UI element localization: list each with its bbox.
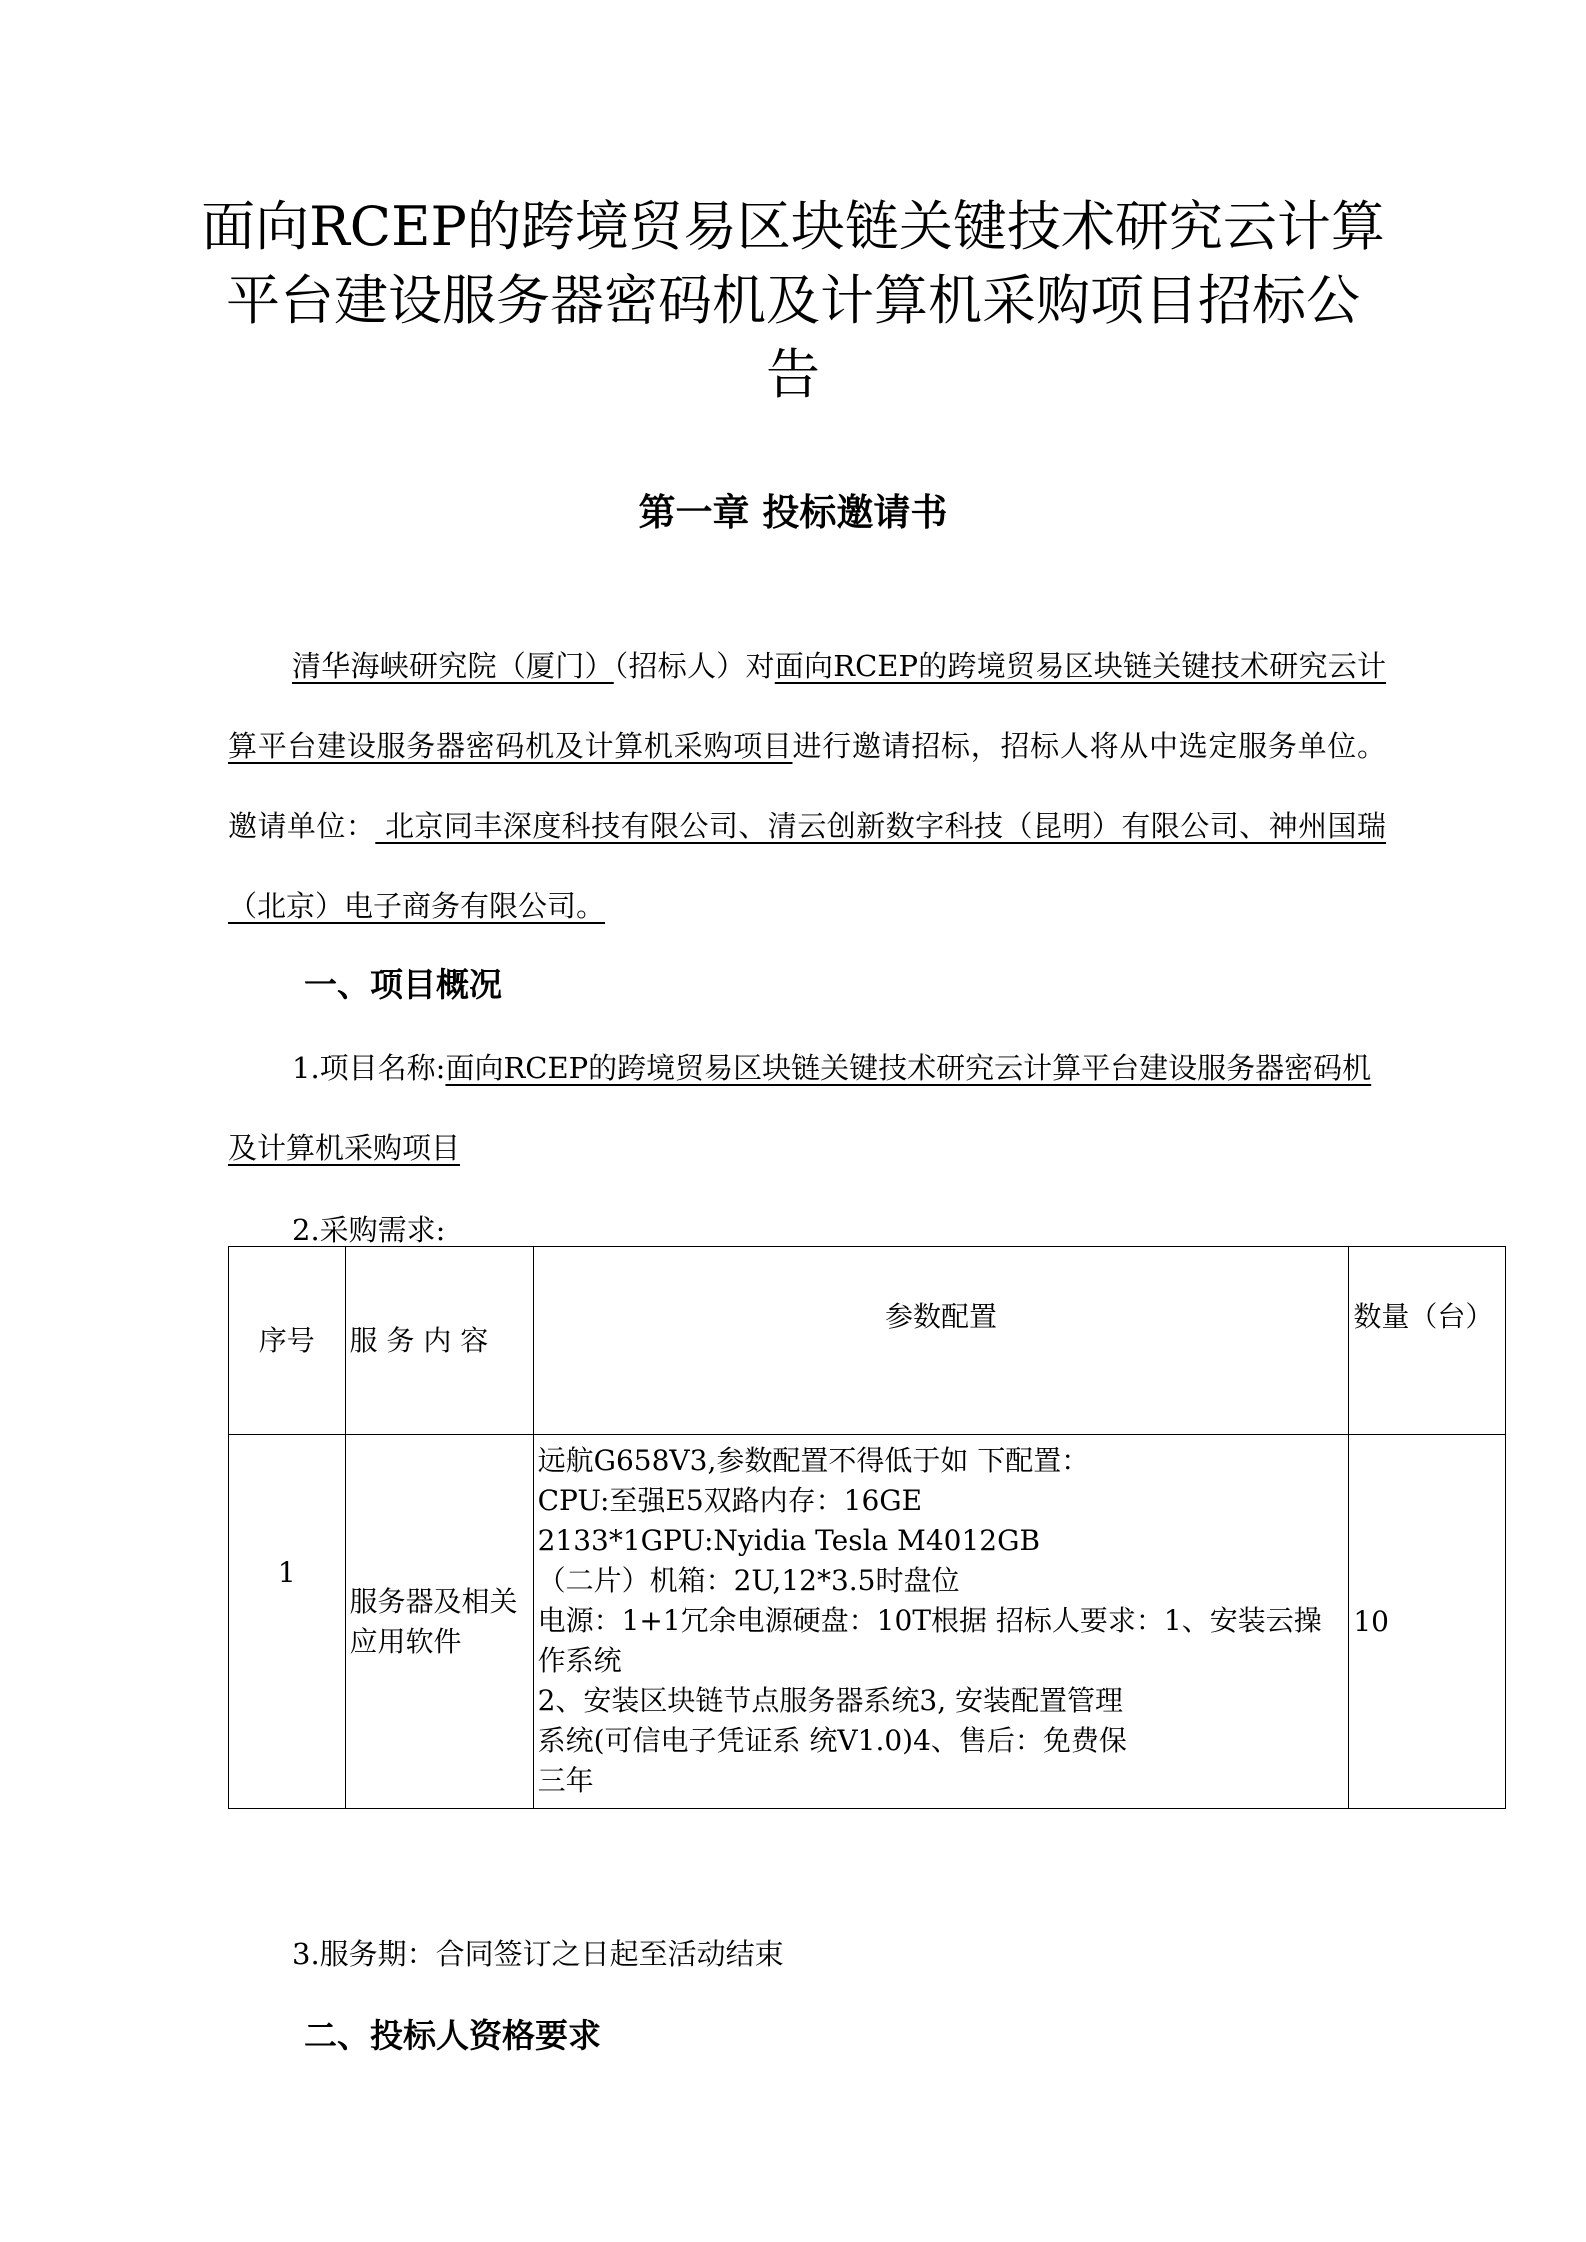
- chapter-heading: 第一章 投标邀请书: [638, 490, 948, 534]
- config-line: 2133*1GPU:Nyidia Tesla M4012GB: [537, 1524, 1041, 1557]
- header-qty: 数量（台）: [1349, 1247, 1506, 1435]
- project-reference: 面向RCEP的跨境贸易区块链关键技术研究云计算平台建设服务器密码机及计算机采购项目: [228, 649, 1386, 763]
- document-title: 面向RCEP的跨境贸易区块链关键技术研究云计算平台建设服务器密码机及计算机采购项目招标公告: [201, 195, 1385, 406]
- intro-paragraph: [228, 626, 1386, 946]
- service-period-label: 3.服务期：: [292, 1937, 436, 1971]
- config-line: 2、安装区块链节点服务器系统3, 安装配置管理: [537, 1684, 1124, 1717]
- service-period-value: 合同签订之日起至活动结束: [435, 1937, 784, 1971]
- row-config: [533, 1435, 1349, 1809]
- row-qty: 10: [1349, 1435, 1506, 1809]
- header-service: 服 务 内 容: [345, 1247, 533, 1435]
- project-name-value: 面向RCEP的跨境贸易区块链关键技术研究云计算平台建设服务器密码机及计算机采购项目: [228, 1051, 1372, 1165]
- config-line: 远航G658V3,参数配置不得低于如 下配置：: [537, 1444, 1090, 1477]
- row-service: 服务器及相关应用软件: [345, 1435, 533, 1809]
- table-row: [229, 1435, 1506, 1809]
- header-seq: 序号: [229, 1247, 346, 1435]
- service-period-item: [292, 1914, 784, 1994]
- invited-units: 北京同丰深度科技有限公司、清云创新数字科技（昆明）有限公司、神州国瑞（北京）电子商务有限公司。: [228, 809, 1386, 923]
- config-line: 系统(可信电子凭证系 统V1.0)4、售后：免费保: [537, 1724, 1127, 1757]
- config-line: 三年: [537, 1764, 594, 1797]
- section-heading-overview: 一、项目概况: [304, 965, 502, 1004]
- config-line: CPU:至强E5双路内存：16GE: [537, 1484, 923, 1517]
- project-name-label: 1.项目名称:: [292, 1051, 446, 1085]
- config-line: 电源：1+1冗余电源硬盘：10T根据 招标人要求：1、安装云操作系统: [537, 1604, 1322, 1677]
- tenderer-role: （招标人）对: [613, 649, 775, 683]
- row-seq: 1: [229, 1435, 346, 1809]
- table-header-row: [229, 1247, 1506, 1435]
- requirements-table: [228, 1246, 1506, 1809]
- procurement-needs-label: 2.采购需求:: [292, 1213, 446, 1247]
- section-heading-qualification: 二、投标人资格要求: [304, 2016, 601, 2055]
- tenderer-name: 清华海峡研究院（厦门）: [292, 649, 614, 683]
- config-line: （二片）机箱：2U,12*3.5时盘位: [537, 1564, 960, 1597]
- header-config: 参数配置: [533, 1247, 1349, 1435]
- intro-continuation: 进行邀请招标，招标人将从中选定服务单位。邀请单位：: [228, 729, 1386, 843]
- project-name-item: [228, 1028, 1386, 1188]
